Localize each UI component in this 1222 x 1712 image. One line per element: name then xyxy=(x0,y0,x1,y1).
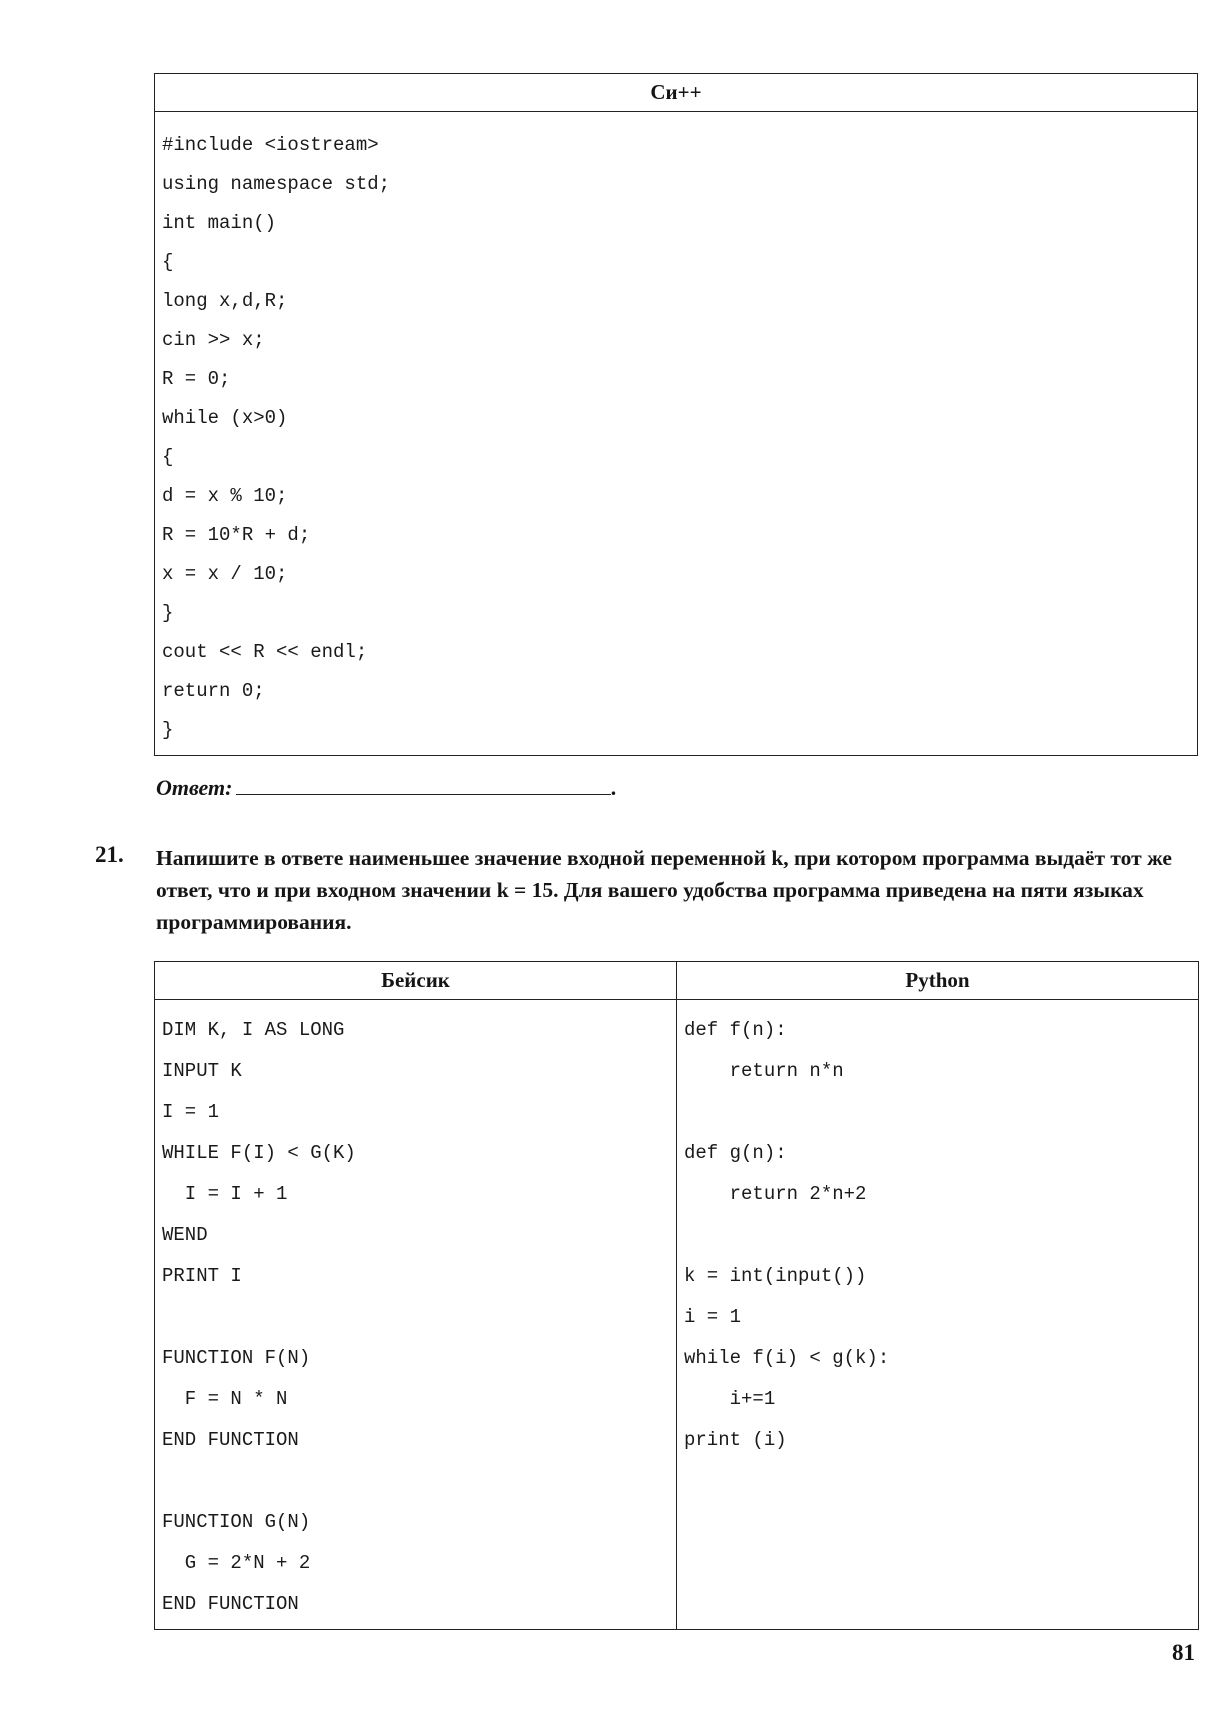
basic-code-line: WHILE F(I) < G(K) xyxy=(162,1142,356,1164)
answer-end-dot: . xyxy=(611,775,617,800)
answer-label: Ответ: xyxy=(156,775,233,800)
answer-line xyxy=(156,774,617,801)
cpp-code-line: cin >> x; xyxy=(162,329,265,351)
task-number: 21. xyxy=(95,842,124,867)
languages-code-table xyxy=(154,961,1199,1630)
python-code-line: def f(n): xyxy=(684,1019,787,1041)
cpp-header: Си++ xyxy=(155,74,1198,112)
basic-code-line: PRINT I xyxy=(162,1265,242,1287)
cpp-code-line: d = x % 10; xyxy=(162,485,288,507)
basic-code-line: I = I + 1 xyxy=(162,1183,288,1205)
python-code-line: i+=1 xyxy=(684,1388,776,1410)
cpp-code-table xyxy=(154,73,1198,756)
cpp-code-line: R = 0; xyxy=(162,368,231,390)
python-code-line: i = 1 xyxy=(684,1306,742,1328)
basic-header: Бейсик xyxy=(155,962,677,1000)
basic-code-line: F = N * N xyxy=(162,1388,288,1410)
cpp-code-cell xyxy=(155,112,1198,756)
python-header: Python xyxy=(677,962,1199,1000)
python-code-line: k = int(input()) xyxy=(684,1265,867,1287)
basic-code-line: G = 2*N + 2 xyxy=(162,1552,311,1574)
basic-code-line: END FUNCTION xyxy=(162,1593,299,1615)
python-code-line: return n*n xyxy=(684,1060,844,1082)
answer-blank-field[interactable] xyxy=(236,774,611,795)
basic-code-line xyxy=(155,1461,676,1502)
python-code-cell xyxy=(677,1000,1199,1630)
cpp-code-line: R = 10*R + d; xyxy=(162,524,311,546)
cpp-code-line: #include <iostream> xyxy=(162,134,379,156)
cpp-code-line: } xyxy=(162,602,174,624)
python-code-line: def g(n): xyxy=(684,1142,787,1164)
basic-code-line: FUNCTION F(N) xyxy=(162,1347,311,1369)
basic-code-cell xyxy=(155,1000,677,1630)
basic-code-line: WEND xyxy=(162,1224,208,1246)
python-code-line: while f(i) < g(k): xyxy=(684,1347,890,1369)
python-code-line: return 2*n+2 xyxy=(684,1183,867,1205)
cpp-code-line: x = x / 10; xyxy=(162,563,288,585)
basic-code-line: DIM K, I AS LONG xyxy=(162,1019,345,1041)
cpp-code-line: int main() xyxy=(162,212,277,234)
basic-code-line: INPUT K xyxy=(162,1060,242,1082)
cpp-code-line: { xyxy=(162,251,174,273)
cpp-code-line: using namespace std; xyxy=(162,173,391,195)
cpp-code-line: return 0; xyxy=(162,680,265,702)
python-code-line xyxy=(677,1215,1198,1256)
task-text: Напишите в ответе наименьшее значение входной переменной k, при котором программа выдаёт тот же ответ, что и при входном значении k = 15. Для вашего удобства программа приведена на пяти языках программирования. xyxy=(156,846,1172,934)
python-code-line xyxy=(677,1092,1198,1133)
page-number: 81 xyxy=(1172,1640,1195,1665)
basic-code-line: FUNCTION G(N) xyxy=(162,1511,311,1533)
cpp-code-line: long x,d,R; xyxy=(162,290,288,312)
basic-code-line: END FUNCTION xyxy=(162,1429,299,1451)
basic-code-line xyxy=(155,1297,676,1338)
basic-code-line: I = 1 xyxy=(162,1101,220,1123)
cpp-code-line: while (x>0) xyxy=(162,407,288,429)
python-code-line: print (i) xyxy=(684,1429,787,1451)
cpp-code-line: cout << R << endl; xyxy=(162,641,368,663)
cpp-code-line: } xyxy=(162,719,174,741)
cpp-code-line: { xyxy=(162,446,174,468)
